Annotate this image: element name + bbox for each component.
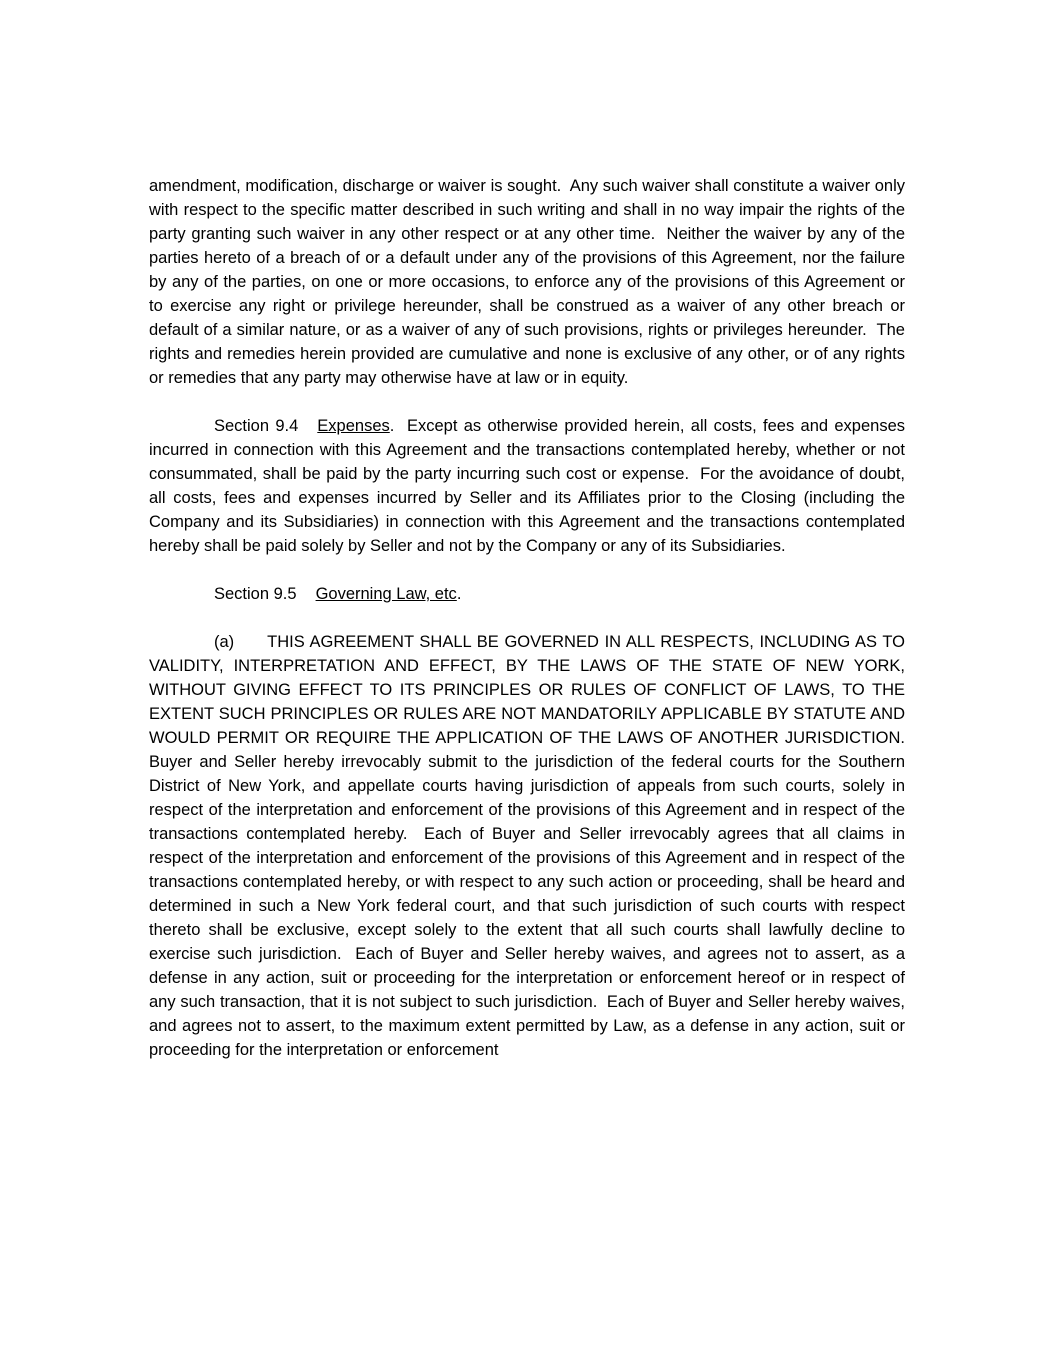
paragraph-text: amendment, modification, discharge or waiver is sought. Any such waiver shall constitute a waiver only with respect to the specific matter described in such writing and shall in no way impair the rights of the party granting such waiver in any other respect or at any other time. Neither the waiver by any of the parties hereto of a breach of or a default under any of the provisions of this Agreement, nor the failure by any of the parties, on one or more occasions, to enforce any of the provisions of this Agreement or to exercise any right or privilege hereunder, shall be construed as a waiver of any other breach or default of a similar nature, or as a waiver of any of such provisions, rights or privileges hereunder. The rights and remedies herein provided are cumulative and none is exclusive of any other, or of any rights or remedies that any party may otherwise have at law or in equity. bbox=[149, 177, 910, 387]
section-number: Section 9.5 bbox=[214, 585, 297, 603]
section-heading: Governing Law, etc bbox=[315, 585, 457, 603]
section-heading: Expenses bbox=[317, 417, 390, 435]
paragraph-text: . bbox=[456, 585, 462, 603]
paragraph-text: . Except as otherwise provided herein, all costs, fees and expenses incurred in connection with this Agreement and the transactions contemplated hereby, whether or not consummated, shall be paid by the party incurring such cost or expense. For the avoidance of doubt, all costs, fees and expenses incurred by Seller and its Affiliates prior to the Closing (including the Company and its Subsidiaries) in connection with this Agreement and the transactions contemplated hereby shall be paid solely by Seller and not by the Company or any of its Subsidiaries. bbox=[149, 417, 910, 555]
paragraph-section-9-4 bbox=[149, 414, 910, 558]
subsection-letter: (a) bbox=[214, 633, 235, 651]
paragraph-section-9-5 bbox=[149, 582, 905, 606]
section-number: Section 9.4 bbox=[214, 417, 299, 435]
paragraph-subsection-a bbox=[149, 630, 915, 1062]
paragraph-text: THIS AGREEMENT SHALL BE GOVERNED IN ALL RESPECTS, INCLUDING AS TO VALIDITY, INTERPRETATION AND EFFECT, BY THE LAWS OF THE STATE OF NEW YORK, WITHOUT GIVING EFFECT TO ITS PRINCIPLES OR RULES OF CONFLICT OF LAWS, TO THE EXTENT SUCH PRINCIPLES OR RULES ARE NOT MANDATORILY APPLICABLE BY STATUTE AND WOULD PERMIT OR REQUIRE THE APPLICATION OF THE LAWS OF ANOTHER JURISDICTION. Buyer and Seller hereby irrevocably submit to the jurisdiction of the federal courts for the Southern District of New York, and appellate courts having jurisdiction of appeals from such courts, solely in respect of the interpretation and enforcement of the provisions of this Agreement and in respect of the transactions contemplated hereby. Each of Buyer and Seller irrevocably agrees that all claims in respect of the interpretation and enforcement of the provisions of this Agreement and in respect of the transactions contemplated hereby, or with respect to any such action or proceeding, shall be heard and determined in such a New York federal court, and that such jurisdiction of such courts with respect thereto shall be exclusive, except solely to the extent that all such courts shall lawfully decline to exercise such jurisdiction. Each of Buyer and Seller hereby waives, and agrees not to assert, as a defense in any action, suit or proceeding for the interpretation or enforcement hereof or in respect of any such transaction, that it is not subject to such jurisdiction. Each of Buyer and Seller hereby waives, and agrees not to assert, to the maximum extent permitted by Law, as a defense in any action, suit or proceeding for the interpretation or enforcement bbox=[149, 633, 915, 1059]
paragraph-waiver-continuation bbox=[149, 174, 910, 390]
